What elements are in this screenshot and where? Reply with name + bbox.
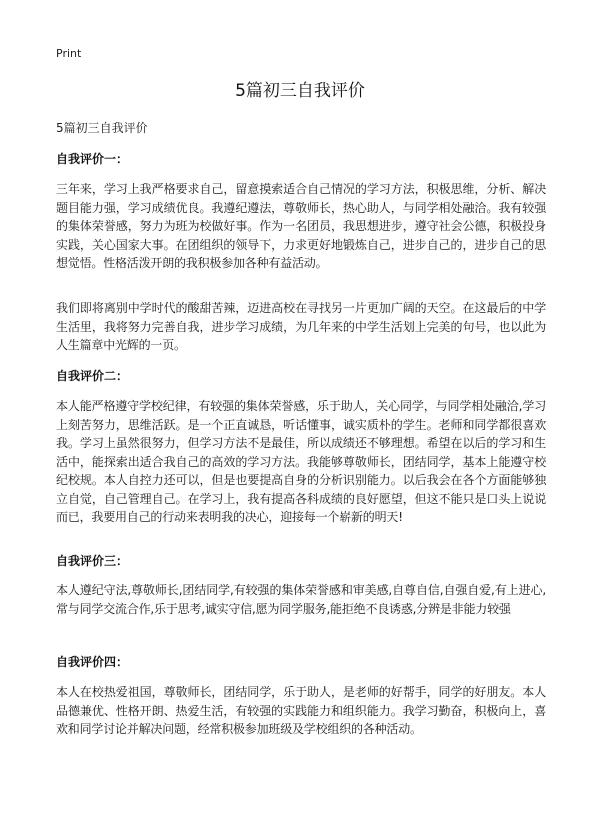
section-heading-4: 自我评价四： xyxy=(56,655,129,669)
section-1-paragraph-1: 三年来，学习上我严格要求自己，留意摸索适合自己情况的学习方法，积极思维，分析、解决题目能力强，学习成绩优良。我遵纪遵法，尊敬师长，热心助人，与同学相处融洽。我有较强的集体荣誉感，努力为班为校做好事。作为一名团员，我思想进步，遵守社会公德，积极投身实践，关心国家大事。在团组织的领导下，力求更好地锻炼自己，进步自己的，进步自己的思想觉悟。性格活泼开朗的我积极参加各种有益活动。 xyxy=(56,182,546,270)
section-2-paragraph-1: 本人能严格遵守学校纪律，有较强的集体荣誉感，乐于助人，关心同学，与同学相处融洽,学习上刻苦努力，思维活跃。是一个正直诚恳，听话懂事，诚实质朴的学生。老师和同学都很喜欢我。学习上虽然很努力，但学习方法不是最佳，所以成绩还不够理想。希望在以后的学习和生活中，能探索出适合我自己的高效的学习方法。我能够尊敬师长，团结同学，基本上能遵守校纪校规。本人自控力还可以，但是也要提高自身的分析识别能力。以后我会在各个方面能够独立自觉，自己管理自己。在学习上，我有提高各科成绩的良好愿望，但这不能只是口头上说说而已，我要用自己的行动来表明我的决心，迎接每一个崭新的明天! xyxy=(56,399,546,524)
print-link[interactable]: Print xyxy=(56,47,82,60)
section-heading-1: 自我评价一： xyxy=(56,152,129,166)
section-4-paragraph-1: 本人在校热爱祖国，尊敬师长，团结同学，乐于助人，是老师的好帮手，同学的好朋友。本人品德兼优、性格开朗、热爱生活，有较强的实践能力和组织能力。我学习勤奋，积极向上，喜欢和同学讨论并解决问题，经常积极参加班级及学校组织的各种活动。 xyxy=(56,685,546,736)
section-heading-2: 自我评价二： xyxy=(56,369,129,383)
document-subtitle: 5篇初三自我评价 xyxy=(56,121,148,135)
section-1-paragraph-2: 我们即将离别中学时代的酸甜苦辣，迈进高校在寻找另一片更加广阔的天空。在这最后的中学生活里，我将努力完善自我，进步学习成绩，为几年来的中学生活划上完美的句号，也以此为人生篇章中光辉的一页。 xyxy=(56,301,546,352)
section-3-paragraph-1: 本人遵纪守法,尊敬师长,团结同学,有较强的集体荣誉感和审美感,自尊自信,自强自爱,有上进心,常与同学交流合作,乐于思考,诚实守信,愿为同学服务,能拒绝不良诱惑,分辨是非能力较强 xyxy=(56,583,546,616)
page-title: 5篇初三自我评价 xyxy=(235,81,365,101)
section-heading-3: 自我评价三： xyxy=(56,554,129,568)
